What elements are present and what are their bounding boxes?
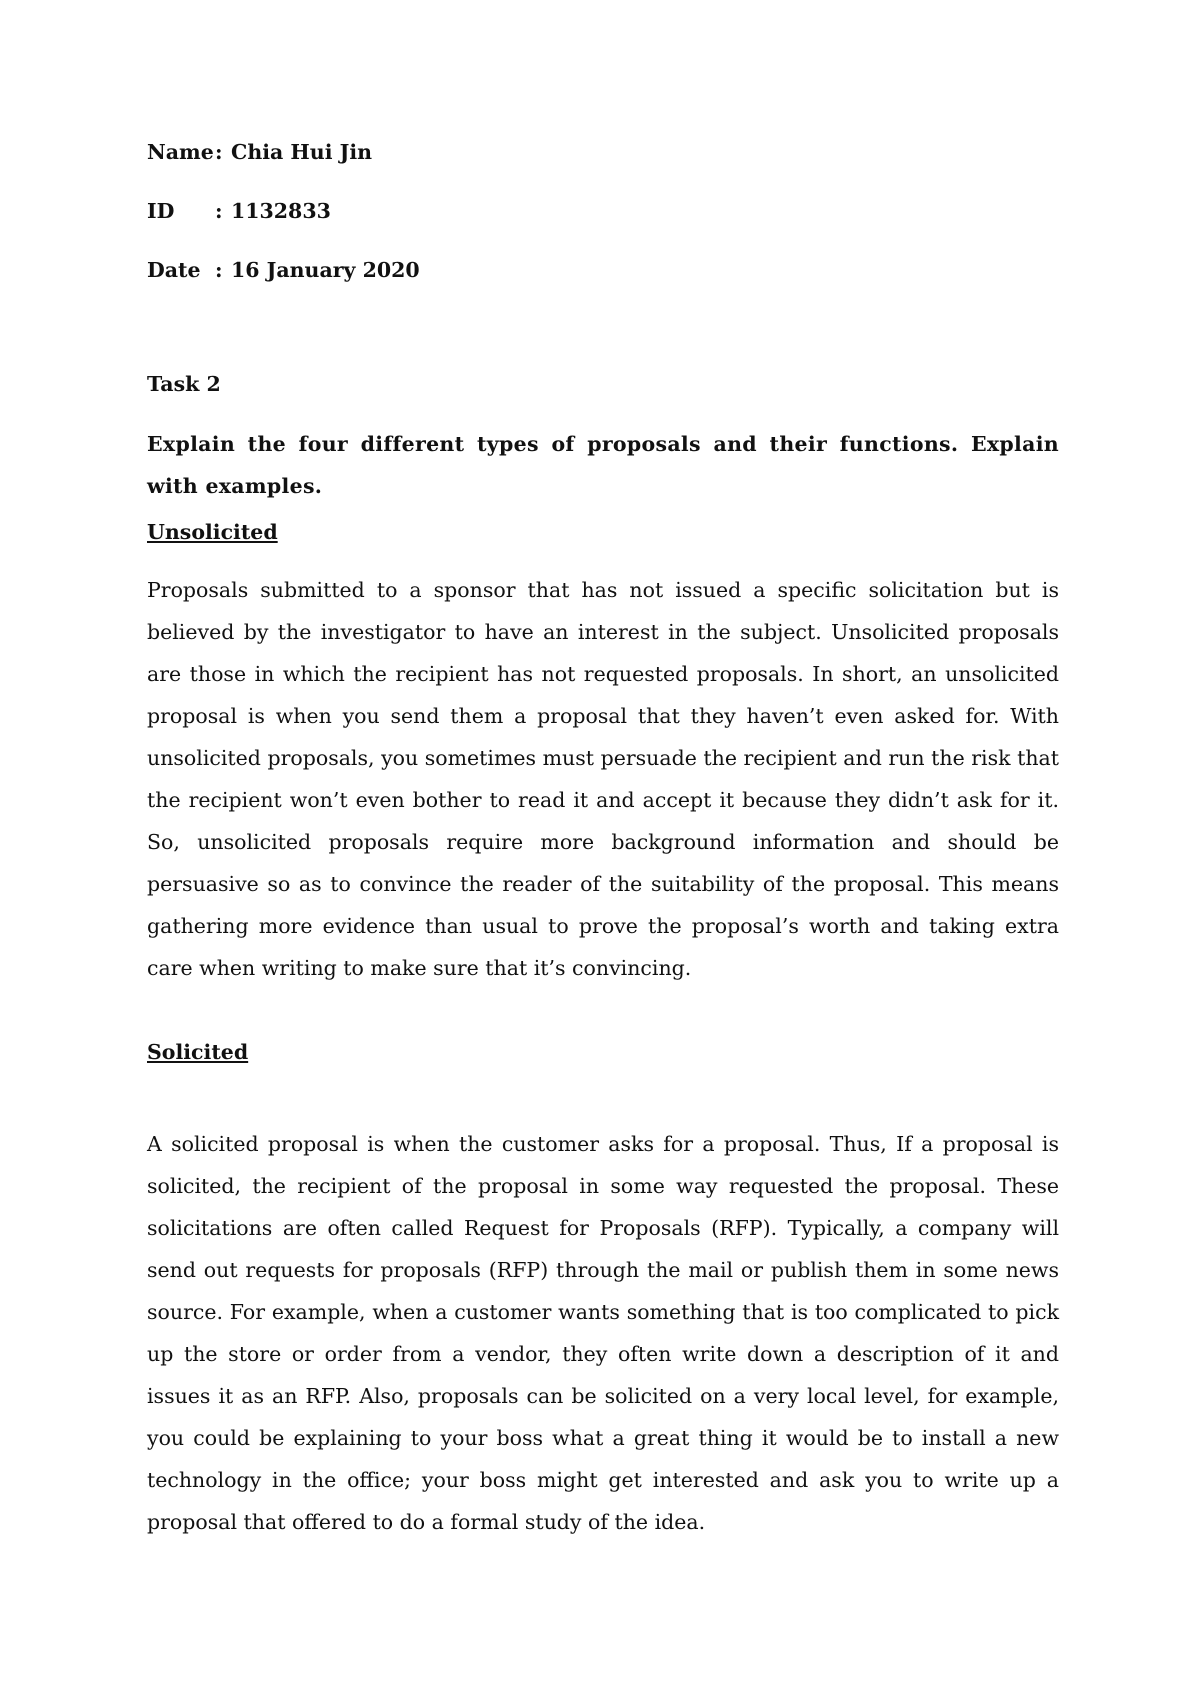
id-value: 1132833 (231, 199, 331, 223)
task-heading: Task 2 (147, 372, 221, 396)
date-value: 16 January 2020 (231, 258, 420, 282)
section-title-unsolicited: Unsolicited (147, 520, 278, 544)
id-separator: : (215, 199, 223, 223)
id-row (147, 199, 1059, 258)
section-body-solicited: A solicited proposal is when the customer asks for a proposal. Thus, If a proposal is solicited, the recipient of the proposal in some way requested the proposal. These solicitations are often called Request for Proposals (RFP). Typically, a company will send out requests for proposals (RFP) through the mail or publish them in some news source. For example, when a customer wants something that is too complicated to pick up the store or order from a vendor, they often write down a description of it and issues it as an RFP. Also, proposals can be solicited on a very local level, for example, you could be explaining to your boss what a great thing it would be to install a new technology in the office; your boss might get interested and ask you to write up a proposal that offered to do a formal study of the idea. (147, 1132, 1059, 1534)
name-label: Name (147, 140, 214, 164)
id-label: ID (147, 199, 175, 223)
date-separator: : (215, 258, 223, 282)
date-label: Date (147, 258, 201, 282)
name-value: Chia Hui Jin (231, 140, 373, 164)
name-separator: : (215, 140, 223, 164)
section-body-unsolicited: Proposals submitted to a sponsor that has not issued a specific solicitation but is believed by the investigator to have an interest in the subject. Unsolicited proposals are those in which the recipient has not requested proposals. In short, an unsolicited proposal is when you send them a proposal that they haven’t even asked for. With unsolicited proposals, you sometimes must persuade the recipient and run the risk that the recipient won’t even bother to read it and accept it because they didn’t ask for it. So, unsolicited proposals require more background information and should be persuasive so as to convince the reader of the suitability of the proposal. This means gathering more evidence than usual to prove the proposal’s worth and taking extra care when writing to make sure that it’s convincing. (147, 578, 1059, 980)
task-question: Explain the four different types of proposals and their functions. Explain with examples. (147, 432, 1059, 498)
section-title-solicited: Solicited (147, 1040, 249, 1064)
date-row (147, 258, 1059, 317)
document-content (147, 140, 1059, 1543)
name-row (147, 140, 1059, 199)
